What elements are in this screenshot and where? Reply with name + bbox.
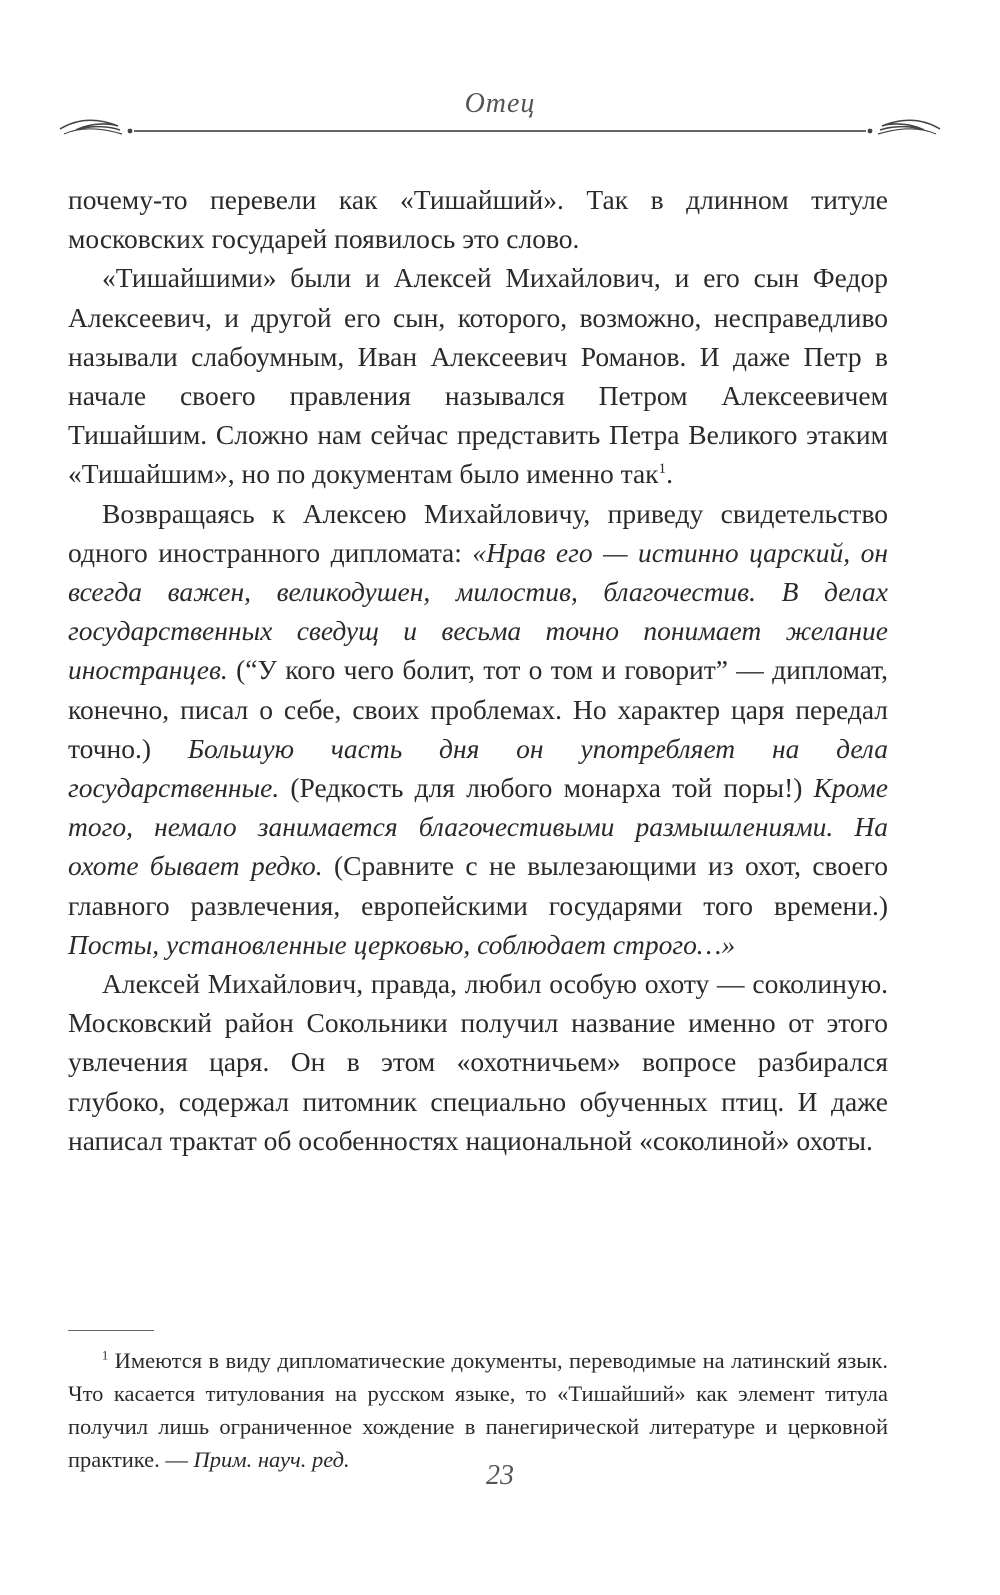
quote-diplomat-1: «Нрав его — истинно царский, он всегда важен, великодушен, милостив, благочестив. В делах государственных сведущ и весьма точно понимает желание иностранцев.	[68, 536, 888, 686]
ornamental-rule	[58, 112, 942, 142]
paragraph-1: почему-то перевели как «Тишайший». Так в длинном титуле московских государей появилось это слово.	[68, 184, 888, 255]
paragraph-3: Возвращаясь к Алексею Михайловичу, приведу свидетельство одного иностранного дипломата: «Нрав его — истинно царский, он всегда важен, великодушен, милостив, благочестив. В делах государственных сведущ и весьма точно понимает желание иностранцев. (“У кого чего болит, тот о том и говорит” — дипломат, конечно, писал о себе, своих проблемах. Но характер царя передал точно.) Большую часть дня он употребляет на дела государственные. (Редкость для любого монарха той поры!) Кроме того, немало занимается благочестивыми размышлениями. На охоте бывает редко. (Сравните с не вылезающими из охот, своего главного развлечения, европейскими государями того времени.) Посты, установленные церковью, соблюдает строго…»	[68, 497, 888, 960]
quote-diplomat-4: Посты, установленные церковью, соблюдает строго…»	[68, 928, 736, 960]
quote-diplomat-2: Большую часть дня он употребляет на дела государственные.	[68, 732, 888, 804]
footnote: $^1$ Имеются в виду дипломатические документы, переводимые на латинский язык. Что касается титулования на русском языке, то «Тишайший» как элемент титула получил лишь ограниченное хождение в панегирической литературе и церковной практике. — Прим. науч. ред.	[68, 1348, 888, 1472]
footnote-separator	[68, 1330, 154, 1331]
main-text	[68, 180, 888, 1160]
footnote-reference: 1	[658, 461, 667, 478]
paragraph-2: «Тишайшими» были и Алексей Михайлович, и его сын Федор Алексеевич, и другой его сын, которого, возможно, несправедливо называли слабоумным, Иван Алексеевич Романов. И даже Петр в начале своего правления назывался Петром Алексеевичем Тишайшим. Сложно нам сейчас представить Петра Великого этаким «Тишайшим», но по документам было именно так$^1$.	[68, 262, 888, 490]
running-head-title: Отец	[464, 88, 536, 119]
paragraph-4: Алексей Михайлович, правда, любил особую охоту — соколиную. Московский район Сокольники получил название именно от этого увлечения царя. Он в этом «охотничьем» вопросе разбирался глубоко, содержал питомник специально обученных птиц. И даже написал трактат об особенностях национальной «соколиной» охоты.	[68, 968, 888, 1156]
footnote-marker: 1	[102, 1348, 109, 1363]
footnote-attribution: Прим. науч. ред.	[193, 1447, 350, 1472]
page-number: 23	[486, 1460, 514, 1491]
quote-diplomat-3: Кроме того, немало занимается благочестивыми размышлениями. На охоте бывает редко.	[68, 772, 888, 882]
